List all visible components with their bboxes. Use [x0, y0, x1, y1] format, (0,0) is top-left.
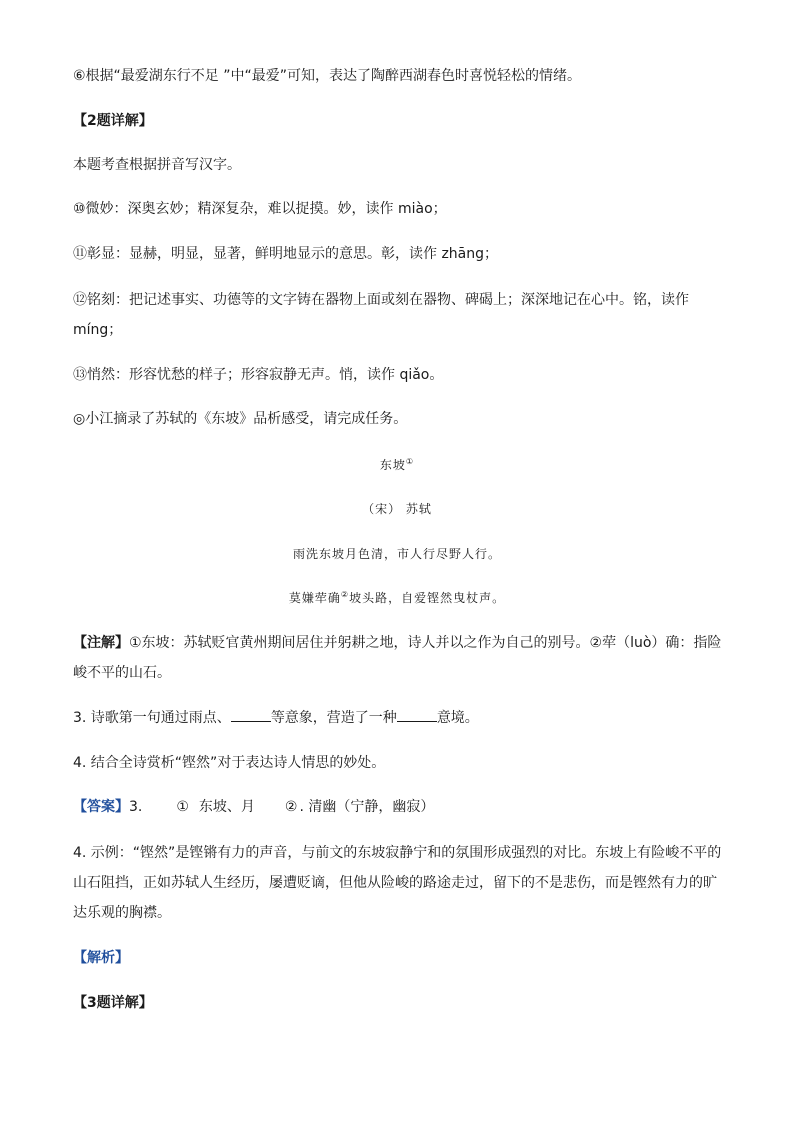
question-3	[73, 705, 479, 731]
paragraph-line: ⑥根据“最爱湖东行不足 ”中“最爱”可知，表达了陶醉西湖春色时喜悦轻松的情绪。	[73, 68, 582, 84]
poem-title-text: 东坡	[379, 458, 406, 472]
answer-label: 【答案】	[73, 799, 129, 815]
question-text: 等意象，营造了一种	[270, 710, 397, 726]
poem-author: （宋） 苏轼	[362, 502, 432, 516]
poem-title	[0, 456, 794, 473]
section-heading-2: 【2题详解】	[73, 113, 153, 129]
circle-number: ①	[176, 799, 189, 815]
definition-line: ⑪彰显：显赫，明显，显著，鲜明地显示的意思。彰，读作 zhāng；	[73, 246, 499, 262]
answer-blank	[397, 707, 437, 722]
notes-label: 【注解】	[73, 635, 129, 651]
answer-number: 3.	[129, 799, 143, 815]
section-heading-3: 【3题详解】	[73, 995, 153, 1011]
answer-blank	[231, 707, 271, 722]
answer-line	[73, 794, 434, 820]
question-text: 3. 诗歌第一句通过雨点、	[73, 710, 231, 726]
question-4: 4. 结合全诗赏析“铿然”对于表达诗人情思的妙处。	[73, 755, 386, 771]
paragraph-line: 本题考查根据拼音写汉字。	[73, 157, 241, 173]
poem-line-2	[0, 589, 794, 606]
definition-line: ⑬悄然：形容忧愁的样子；形容寂静无声。悄，读作 qiǎo。	[73, 367, 444, 383]
poem-text: 坡头路，自爱铿然曳杖声。	[349, 591, 506, 605]
analysis-heading: 【解析】	[73, 950, 129, 966]
footnote-mark: ①	[405, 457, 415, 466]
footnote-mark: ②	[340, 590, 350, 599]
notes-text: ①东坡：苏轼贬官黄州期间居住并躬耕之地，诗人并以之作为自己的别号。②荦（luò）确：指险峻不平的山石。	[73, 635, 722, 681]
poem-text: 莫嫌荦确	[288, 591, 341, 605]
task-intro: ◎小江摘录了苏轼的《东坡》品析感受，请完成任务。	[73, 411, 408, 427]
answer-text: . 清幽（宁静，幽寂）	[299, 799, 435, 815]
answer-text: 东坡、月	[198, 799, 255, 815]
notes-paragraph	[73, 628, 723, 688]
definition-line: ⑩微妙：深奥玄妙；精深复杂，难以捉摸。妙，读作 miào；	[73, 201, 447, 217]
circle-number: ②	[284, 799, 298, 815]
poem-line-1: 雨洗东坡月色清，市人行尽野人行。	[292, 547, 501, 561]
question-text: 意境。	[436, 710, 479, 726]
answer-4-paragraph: 4. 示例：“铿然”是铿锵有力的声音，与前文的东坡寂静宁和的氛围形成强烈的对比。东坡上有险峻不平的山石阻挡，正如苏轼人生经历，屡遭贬谪，但他从险峻的路途走过，留下的不是悲伤，而是铿然有力的旷达乐观的胸襟。	[73, 845, 722, 921]
definition-line: ⑫铭刻：把记述事实、功德等的文字铸在器物上面或刻在器物、碑碣上；深深地记在心中。铭，读作 míng；	[73, 292, 689, 338]
